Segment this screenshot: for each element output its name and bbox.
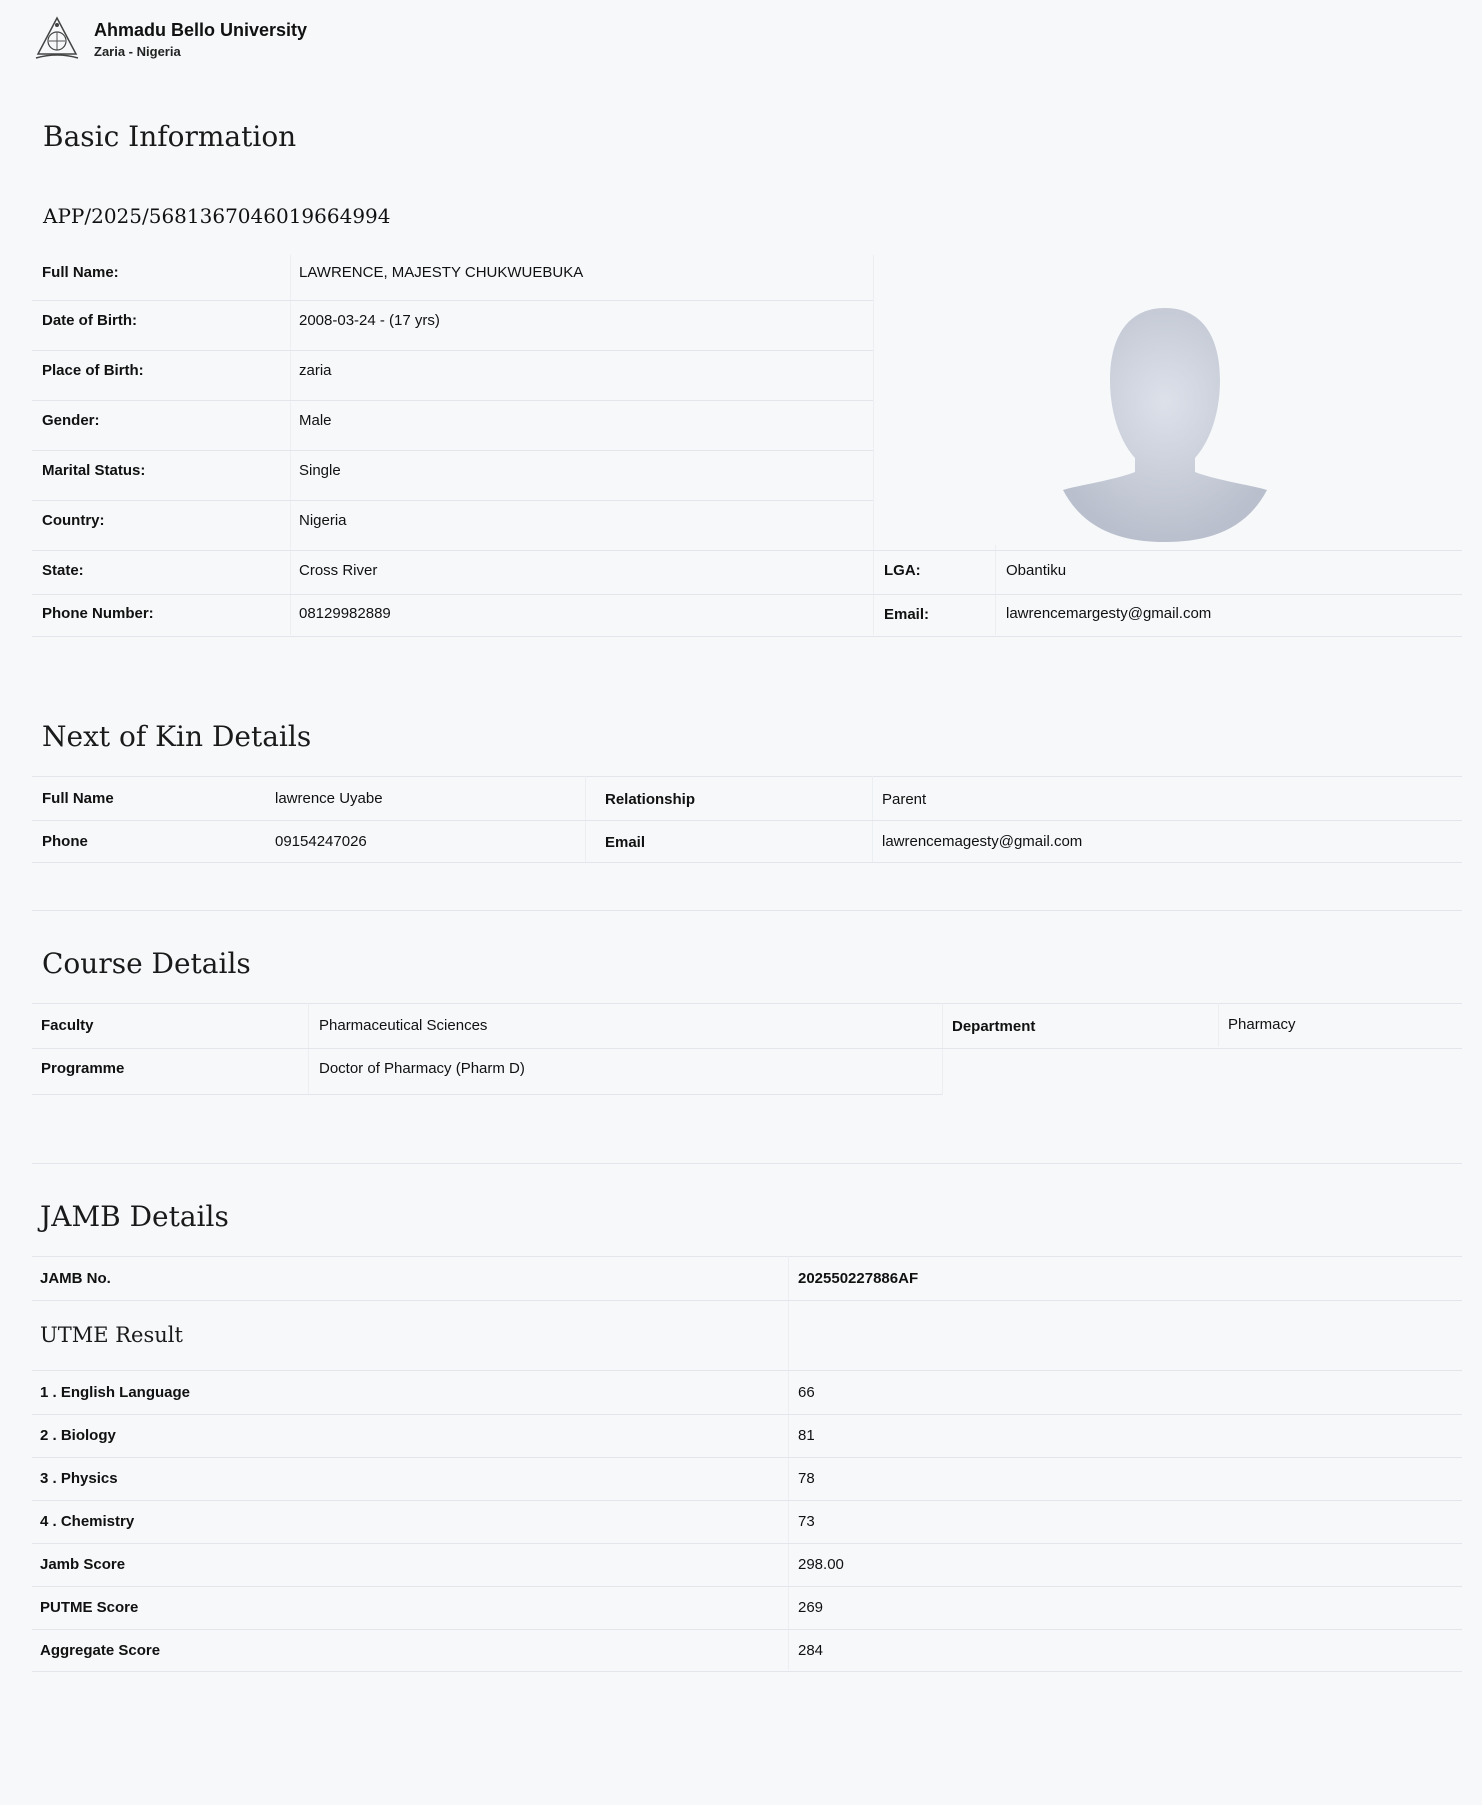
university-location: Zaria - Nigeria	[94, 43, 181, 59]
kin-phone-value: 09154247026	[275, 833, 367, 850]
marital-status-label: Marital Status:	[42, 462, 146, 479]
university-header	[32, 14, 307, 64]
divider	[32, 1094, 942, 1095]
utme-row-value: 81	[798, 1427, 815, 1444]
divider	[872, 776, 873, 862]
gender-value: Male	[299, 412, 332, 429]
divider	[942, 1003, 943, 1095]
divider	[995, 545, 996, 635]
divider	[290, 255, 291, 635]
divider	[788, 1256, 789, 1670]
place-of-birth-label: Place of Birth:	[42, 362, 144, 379]
utme-row-label: 1 . English Language	[40, 1384, 191, 1401]
programme-value: Doctor of Pharmacy (Pharm D)	[319, 1060, 525, 1077]
utme-row-label: PUTME Score	[40, 1599, 139, 1616]
utme-row-label: 3 . Physics	[40, 1470, 118, 1487]
country-label: Country:	[42, 512, 105, 529]
department-label: Department	[952, 1018, 1036, 1035]
phone-number-value: 08129982889	[299, 605, 391, 622]
divider	[32, 550, 1462, 551]
divider	[32, 1671, 1462, 1672]
divider	[585, 776, 586, 862]
utme-row-label: Jamb Score	[40, 1556, 126, 1573]
divider	[32, 1300, 1462, 1301]
kin-relationship-label: Relationship	[605, 791, 696, 808]
utme-row-value: 73	[798, 1513, 815, 1530]
date-of-birth-label: Date of Birth:	[42, 312, 137, 329]
utme-row-value: 298.00	[798, 1556, 844, 1573]
divider	[32, 910, 1462, 911]
divider	[32, 1414, 1462, 1415]
divider	[32, 1586, 1462, 1587]
utme-result-title: UTME Result	[40, 1323, 183, 1347]
utme-row-value: 66	[798, 1384, 815, 1401]
state-label: State:	[42, 562, 84, 579]
divider	[32, 862, 1462, 863]
utme-row-label: 2 . Biology	[40, 1427, 116, 1444]
jamb-details-title: JAMB Details	[40, 1200, 229, 1233]
divider	[32, 1256, 1462, 1257]
divider	[32, 1048, 1462, 1049]
divider	[873, 255, 874, 635]
divider	[32, 820, 1462, 821]
divider	[32, 450, 873, 451]
lga-value: Obantiku	[1006, 562, 1067, 579]
divider	[32, 500, 873, 501]
department-value: Pharmacy	[1228, 1016, 1296, 1033]
divider	[32, 1003, 1462, 1004]
divider	[32, 1629, 1462, 1630]
divider	[32, 1370, 1462, 1371]
marital-status-value: Single	[299, 462, 341, 479]
country-value: Nigeria	[299, 512, 347, 529]
kin-phone-label: Phone	[42, 833, 88, 850]
kin-full-name-value: lawrence Uyabe	[275, 790, 383, 807]
utme-row-label: 4 . Chemistry	[40, 1513, 135, 1530]
email-label: Email:	[884, 606, 930, 623]
divider	[32, 350, 873, 351]
faculty-value: Pharmaceutical Sciences	[319, 1017, 488, 1034]
programme-label: Programme	[41, 1060, 125, 1077]
divider	[32, 1457, 1462, 1458]
divider	[32, 300, 873, 301]
basic-information-title: Basic Information	[43, 120, 297, 153]
divider	[32, 594, 1462, 595]
full-name-label: Full Name:	[42, 264, 119, 281]
place-of-birth-value: zaria	[299, 362, 332, 379]
divider	[32, 636, 1462, 637]
application-number: APP/2025/5681367046019664994	[43, 204, 391, 228]
gender-label: Gender:	[42, 412, 100, 429]
university-name: Ahmadu Bello University	[94, 19, 308, 40]
phone-number-label: Phone Number:	[42, 605, 154, 622]
divider	[308, 1003, 309, 1095]
passport-photo	[1055, 300, 1275, 545]
university-crest-icon	[32, 14, 82, 64]
email-value: lawrencemargesty@gmail.com	[1006, 605, 1212, 622]
divider	[32, 776, 1462, 777]
divider	[32, 400, 873, 401]
utme-row-value: 78	[798, 1470, 815, 1487]
jamb-number-value: 202550227886AF	[798, 1270, 919, 1287]
faculty-label: Faculty	[41, 1017, 94, 1034]
kin-relationship-value: Parent	[882, 791, 927, 808]
lga-label: LGA:	[884, 562, 921, 579]
utme-row-label: Aggregate Score	[40, 1642, 161, 1659]
kin-email-value: lawrencemagesty@gmail.com	[882, 833, 1083, 850]
next-of-kin-title: Next of Kin Details	[42, 720, 312, 753]
date-of-birth-value: 2008-03-24 - (17 yrs)	[299, 312, 440, 329]
state-value: Cross River	[299, 562, 378, 579]
utme-row-value: 269	[798, 1599, 824, 1616]
divider	[1218, 1003, 1219, 1047]
kin-full-name-label: Full Name	[42, 790, 114, 807]
jamb-number-label: JAMB No.	[40, 1270, 111, 1287]
divider	[32, 1543, 1462, 1544]
divider	[32, 1500, 1462, 1501]
divider	[32, 1163, 1462, 1164]
course-details-title: Course Details	[42, 947, 251, 980]
kin-email-label: Email	[605, 834, 646, 851]
utme-row-value: 284	[798, 1642, 824, 1659]
full-name-value: LAWRENCE, MAJESTY CHUKWUEBUKA	[299, 264, 584, 281]
